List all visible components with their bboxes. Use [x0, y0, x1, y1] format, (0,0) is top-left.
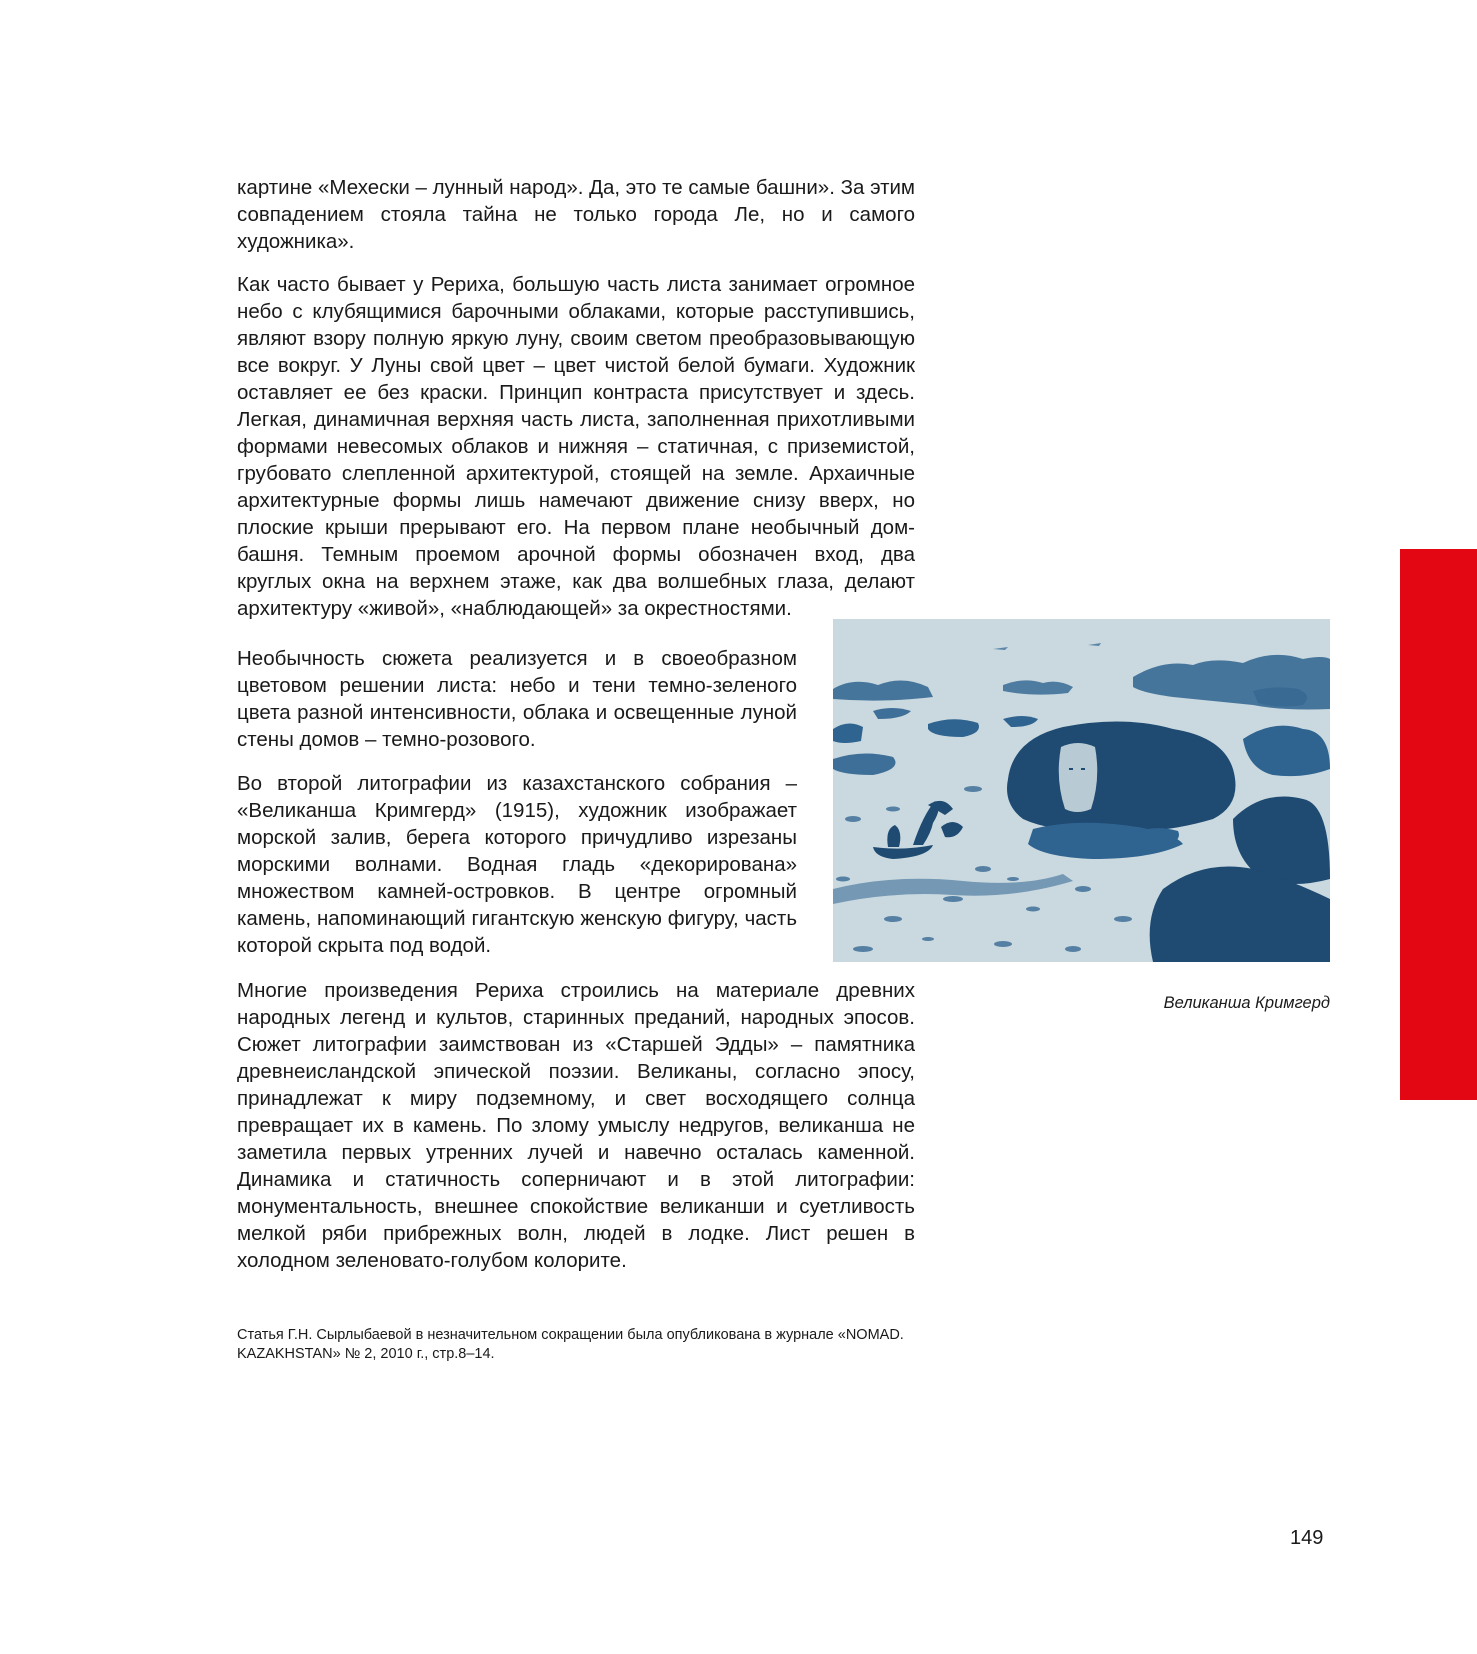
paragraph-color: Необычность сюжета реализуется и в своеобразном цветовом решении листа: небо и тени темно-зеленого цвета разной интенсивности, облака и освещенные луной стены домов – темно-розового. — [237, 647, 797, 751]
red-accent-bar — [1400, 549, 1477, 1100]
paragraph-intro: картине «Мехески – лунный народ». Да, это те самые башни». За этим совпадением стояла тайна не только города Ле, но и самого художника». — [237, 176, 916, 253]
page-number: 149 — [1290, 1527, 1324, 1549]
footnote: Статья Г.Н. Сырлыбаевой в незначительном сокращении была опубликована в журнале «NOMAD. KAZAKHSTAN» № 2, 2010 г., стр.8–14. — [237, 1327, 904, 1362]
paragraph-legend: Многие произведения Рериха строились на материале древних народных легенд и культов, старинных преданий, народных эпосов. Сюжет литографии заимствован из «Старшей Эдды» – памятника древнеисландской эпической поэзии. Великаны, согласно эпосу, принадлежат к миру подземному, и свет восходящего солнца превращает их в камень. По злому умыслу недругов, великанша не заметила первых утренних лучей и навечно осталась каменной. Динамика и статичность соперничают и в этой литографии: монументальность, внешнее спокойствие великанши и суетливость мелкой ряби прибрежных волн, людей в лодке. Лист решен в холодном зеленовато-голубом колорите. — [237, 979, 915, 1272]
paragraph-second-lithograph: Во второй литографии из казахстанского собрания – «Великанша Кримгерд» (1915), художник изображает морской залив, берега которого причудливо изрезаны морскими волнами. Водная гладь «декорирована» множеством камней-островков. В центре огромный камень, напоминающий гигантскую женскую фигуру, часть которой скрыта под водой. — [237, 772, 797, 957]
lithograph-image — [833, 619, 1330, 962]
paragraph-composition: Как часто бывает у Рериха, большую часть листа занимает огромное небо с клубящимися барочными облаками, которые расступившись, являют взору полную яркую луну, своим светом преобразовывающую все вокруг. У Луны свой цвет – цвет чистой белой бумаги. Художник оставляет ее без краски. Принцип контраста присутствует и здесь. Легкая, динамичная верхняя часть листа, заполненная прихотливыми формами невесомых облаков и нижняя – статичная, с приземистой, грубовато слепленной архитектурой, стоящей на земле. Архаичные архитектурные формы лишь намечают движение снизу вверх, но плоские крыши прерывают его. На первом плане необычный дом-башня. Темным проемом арочной формы обозначен вход, два круглых окна на верхнем этаже, как два волшебных глаза, делают архитектуру «живой», «наблюдающей» за окрестностями. — [237, 273, 915, 620]
figure-caption: Великанша Кримгерд — [1163, 994, 1330, 1012]
lithograph-illustration — [833, 619, 1330, 962]
